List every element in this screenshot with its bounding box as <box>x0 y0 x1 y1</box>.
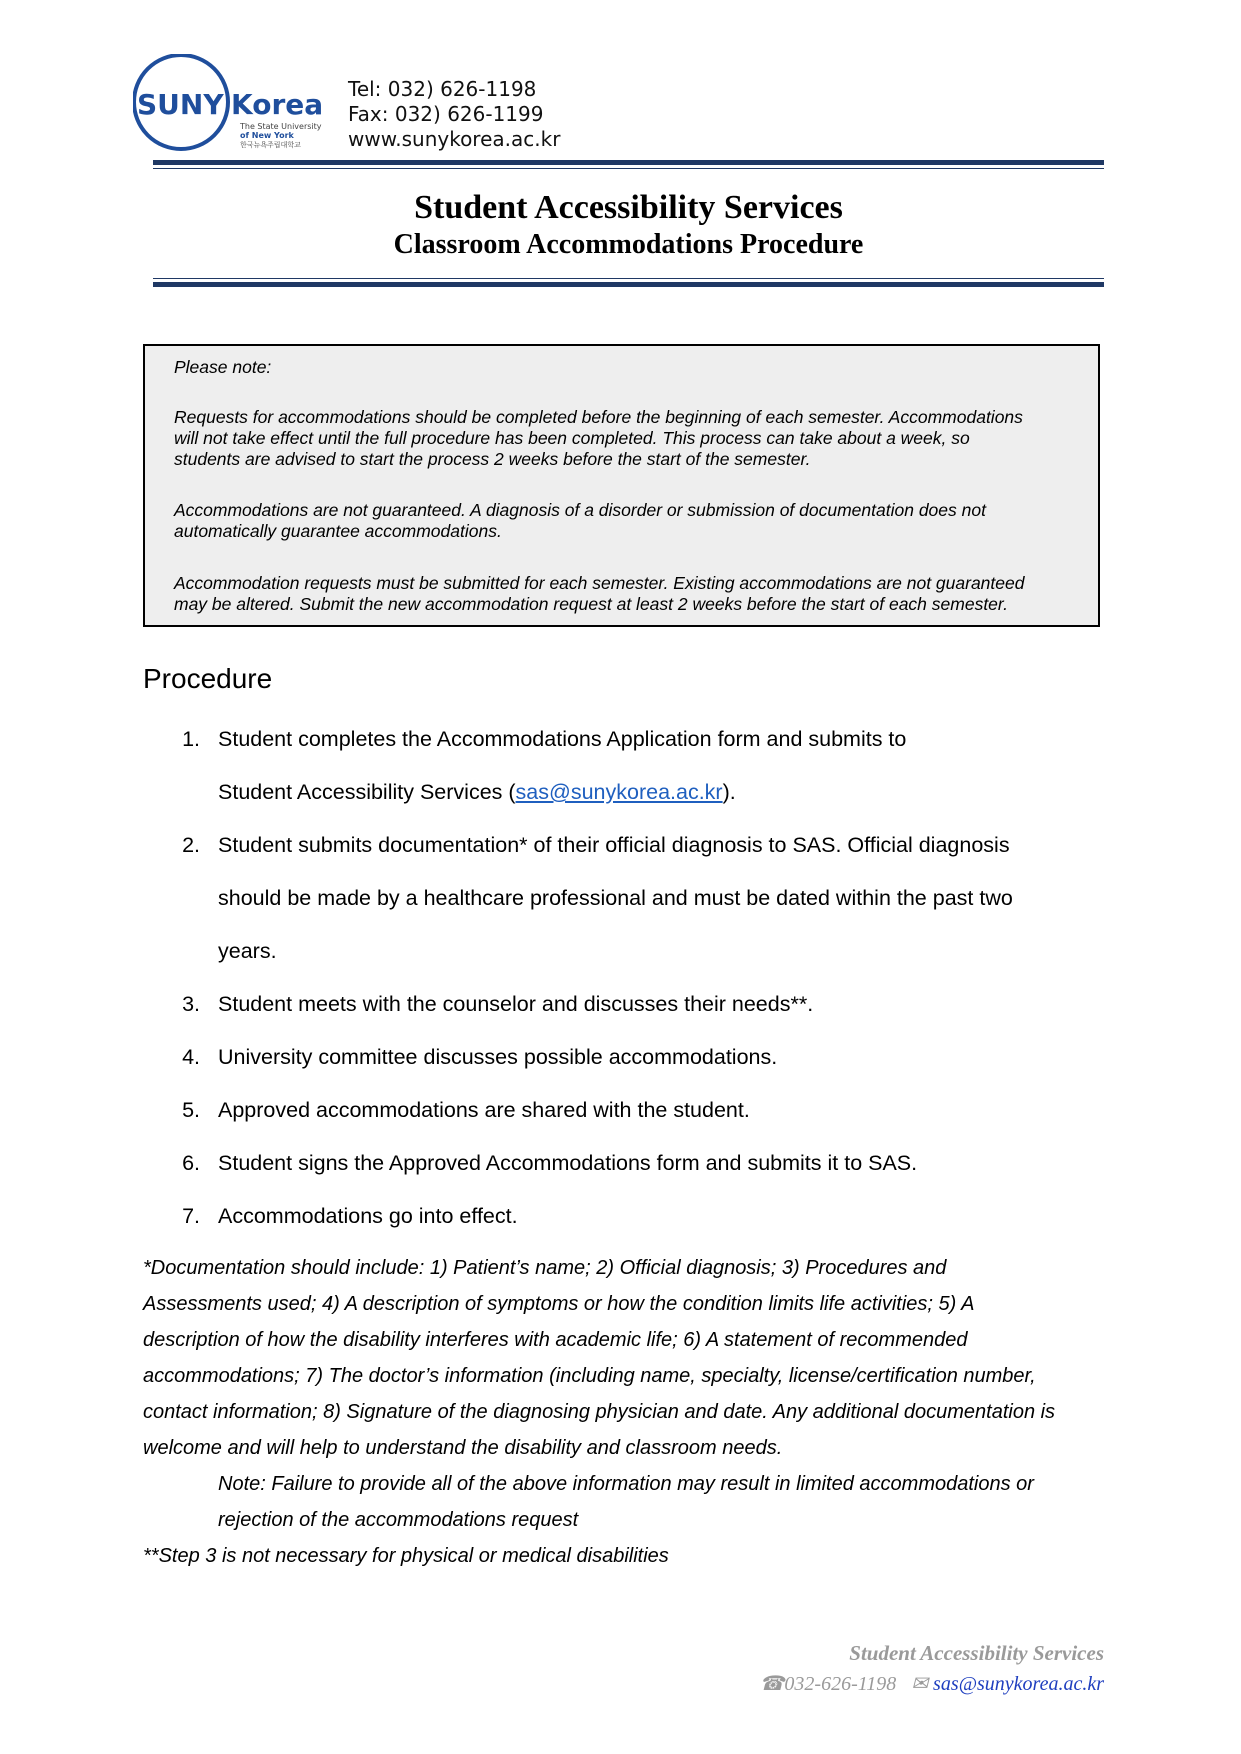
step-5-text: Approved accommodations are shared with the student. <box>218 1098 750 1122</box>
sas-email-link[interactable]: sas@sunykorea.ac.kr <box>515 780 723 804</box>
note-label: Please note: <box>174 357 272 377</box>
step-1-prefix: Student Accessibility Services ( <box>218 780 516 804</box>
doc-footnote-line-3: description of how the disability interferes with academic life; 6) A statement of recommended <box>143 1329 968 1351</box>
step-7-text: Accommodations go into effect. <box>218 1204 518 1228</box>
step-1-line-2 <box>218 778 736 806</box>
page-title: Student Accessibility Services <box>414 189 843 226</box>
doc-footnote-line-4: accommodations; 7) The doctor’s information (including name, specialty, license/certification number, <box>143 1365 1036 1387</box>
note-para-2-line-1: Accommodations are not guaranteed. A diagnosis of a disorder or submission of documentation does not <box>174 500 986 520</box>
step-number: 2. <box>182 833 200 857</box>
svg-text:Korea: Korea <box>231 88 324 121</box>
note-para-3-line-1: Accommodation requests must be submitted for each semester. Existing accommodations are not guaranteed <box>174 573 1025 593</box>
header-divider <box>153 160 1104 165</box>
page-subtitle: Classroom Accommodations Procedure <box>393 229 864 260</box>
step-4-text: University committee discusses possible accommodations. <box>218 1045 778 1069</box>
step-1-line-1: Student completes the Accommodations Application form and submits to <box>218 727 907 751</box>
footer-title: Student Accessibility Services <box>849 1641 1104 1665</box>
svg-text:The State University: The State University <box>240 122 322 131</box>
doc-footnote-line-1: *Documentation should include: 1) Patient’s name; 2) Official diagnosis; 3) Procedures and <box>143 1257 947 1279</box>
step-2-line-3: years. <box>218 939 277 963</box>
footer-contact <box>760 1672 1105 1696</box>
website-line: www.sunykorea.ac.kr <box>348 127 561 151</box>
step-number: 1. <box>182 727 200 751</box>
title-divider-thin <box>153 278 1104 279</box>
tel-line: Tel: 032) 626-1198 <box>348 77 537 101</box>
note-para-1-line-1: Requests for accommodations should be completed before the beginning of each semester. Accommodations <box>174 407 1023 427</box>
footer-email-link[interactable]: sas@sunykorea.ac.kr <box>933 1673 1104 1695</box>
fax-line: Fax: 032) 626-1199 <box>348 102 544 126</box>
phone-icon: ☎ <box>759 1673 785 1695</box>
step-2-line-1: Student submits documentation* of their official diagnosis to SAS. Official diagnosis <box>218 833 1010 857</box>
step-number: 4. <box>182 1045 200 1069</box>
svg-text:SUNY: SUNY <box>137 88 224 121</box>
note-para-1-line-2: will not take effect until the full procedure has been completed. This process can take about a week, so <box>174 428 970 448</box>
failure-note-line-1: Note: Failure to provide all of the above information may result in limited accommodations or <box>218 1473 1034 1495</box>
note-para-1-line-3: students are advised to start the process 2 weeks before the start of the semester. <box>174 449 811 469</box>
doc-footnote-line-5: contact information; 8) Signature of the diagnosing physician and date. Any additional documentation is <box>143 1401 1056 1423</box>
step-3-text: Student meets with the counselor and discusses their needs**. <box>218 992 814 1016</box>
step3-footnote: **Step 3 is not necessary for physical or medical disabilities <box>143 1545 669 1567</box>
step-1-suffix: ). <box>722 780 736 804</box>
footer-phone: 032-626-1198 <box>784 1673 897 1695</box>
header-divider-thin <box>153 168 1104 169</box>
note-para-2-line-2: automatically guarantee accommodations. <box>174 521 502 541</box>
step-number: 5. <box>182 1098 200 1122</box>
doc-footnote-line-6: welcome and will help to understand the disability and classroom needs. <box>143 1437 783 1459</box>
doc-footnote-line-2: Assessments used; 4) A description of symptoms or how the condition limits life activities; 5) A <box>143 1293 975 1315</box>
mail-icon: ✉ <box>911 1673 929 1695</box>
step-number: 3. <box>182 992 200 1016</box>
svg-text:한국뉴욕주립대학교: 한국뉴욕주립대학교 <box>240 141 301 149</box>
step-2-line-2: should be made by a healthcare professional and must be dated within the past two <box>218 886 1013 910</box>
suny-korea-logo <box>133 54 333 154</box>
title-divider <box>153 282 1104 287</box>
step-number: 7. <box>182 1204 200 1228</box>
procedure-heading: Procedure <box>143 663 273 694</box>
step-number: 6. <box>182 1151 200 1175</box>
note-para-3-line-2: may be altered. Submit the new accommodation request at least 2 weeks before the start of each semester. <box>174 594 1008 614</box>
step-6-text: Student signs the Approved Accommodations form and submits it to SAS. <box>218 1151 918 1175</box>
svg-text:of New York: of New York <box>240 131 294 140</box>
failure-note-line-2: rejection of the accommodations request <box>218 1509 579 1531</box>
